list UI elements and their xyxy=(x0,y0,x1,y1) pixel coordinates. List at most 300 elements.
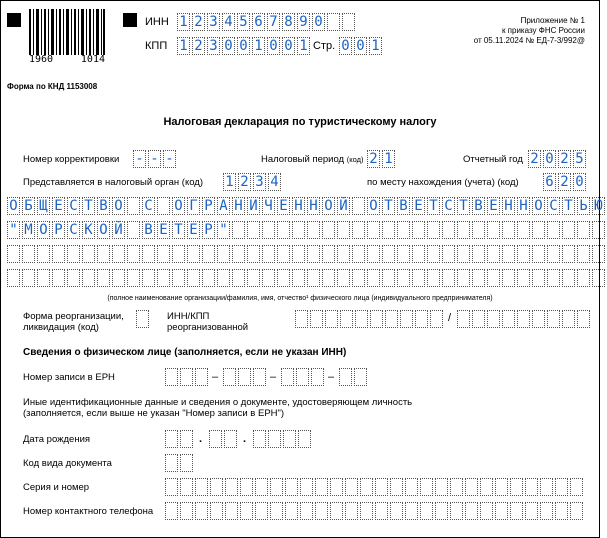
org-name-line-3[interactable] xyxy=(7,245,607,263)
input-cell[interactable] xyxy=(427,245,440,263)
input-cell[interactable]: 5 xyxy=(237,13,250,31)
input-cell[interactable] xyxy=(577,221,590,239)
input-cell[interactable]: Т xyxy=(382,197,395,215)
input-cell[interactable] xyxy=(253,368,266,386)
input-cell[interactable]: 4 xyxy=(268,173,281,191)
input-cell[interactable] xyxy=(570,502,583,520)
input-cell[interactable] xyxy=(457,269,470,287)
input-cell[interactable]: А xyxy=(217,197,230,215)
series-cells[interactable] xyxy=(165,478,585,496)
input-cell[interactable] xyxy=(165,478,178,496)
input-cell[interactable] xyxy=(247,245,260,263)
input-cell[interactable] xyxy=(367,221,380,239)
input-cell[interactable] xyxy=(592,221,605,239)
input-cell[interactable] xyxy=(187,269,200,287)
input-cell[interactable]: Е xyxy=(157,221,170,239)
input-cell[interactable]: Е xyxy=(277,197,290,215)
input-cell[interactable] xyxy=(337,245,350,263)
input-cell[interactable]: Г xyxy=(187,197,200,215)
input-cell[interactable] xyxy=(157,197,170,215)
input-cell[interactable] xyxy=(217,269,230,287)
input-cell[interactable]: О xyxy=(37,221,50,239)
input-cell[interactable]: В xyxy=(397,197,410,215)
input-cell[interactable] xyxy=(240,502,253,520)
input-cell[interactable] xyxy=(555,502,568,520)
input-cell[interactable] xyxy=(472,310,485,328)
input-cell[interactable] xyxy=(210,478,223,496)
input-cell[interactable] xyxy=(355,310,368,328)
org-name-line-1[interactable] xyxy=(7,197,607,215)
input-cell[interactable] xyxy=(22,269,35,287)
input-cell[interactable] xyxy=(442,245,455,263)
input-cell[interactable] xyxy=(339,368,352,386)
input-cell[interactable] xyxy=(457,245,470,263)
input-cell[interactable] xyxy=(547,310,560,328)
input-cell[interactable] xyxy=(255,478,268,496)
dob-day-cells[interactable] xyxy=(165,430,195,448)
input-cell[interactable] xyxy=(502,310,515,328)
input-cell[interactable] xyxy=(502,221,515,239)
input-cell[interactable] xyxy=(165,368,178,386)
input-cell[interactable] xyxy=(430,310,443,328)
input-cell[interactable] xyxy=(262,269,275,287)
input-cell[interactable]: 1 xyxy=(252,37,265,55)
input-cell[interactable] xyxy=(517,269,530,287)
input-cell[interactable]: 0 xyxy=(222,37,235,55)
input-cell[interactable] xyxy=(240,478,253,496)
input-cell[interactable] xyxy=(300,502,313,520)
input-cell[interactable] xyxy=(400,310,413,328)
input-cell[interactable] xyxy=(435,502,448,520)
input-cell[interactable] xyxy=(487,221,500,239)
input-cell[interactable]: 7 xyxy=(267,13,280,31)
input-cell[interactable] xyxy=(165,454,178,472)
input-cell[interactable]: 0 xyxy=(312,13,325,31)
input-cell[interactable] xyxy=(283,430,296,448)
input-cell[interactable] xyxy=(345,478,358,496)
input-cell[interactable] xyxy=(577,269,590,287)
input-cell[interactable] xyxy=(465,502,478,520)
input-cell[interactable]: - xyxy=(148,150,161,168)
input-cell[interactable]: 1 xyxy=(223,173,236,191)
input-cell[interactable] xyxy=(487,245,500,263)
input-cell[interactable] xyxy=(517,221,530,239)
input-cell[interactable] xyxy=(253,430,266,448)
input-cell[interactable] xyxy=(472,269,485,287)
input-cell[interactable]: 3 xyxy=(253,173,266,191)
input-cell[interactable] xyxy=(172,245,185,263)
input-cell[interactable] xyxy=(525,478,538,496)
input-cell[interactable]: Ь xyxy=(577,197,590,215)
input-cell[interactable] xyxy=(540,502,553,520)
erin-cells-3[interactable] xyxy=(281,368,326,386)
input-cell[interactable]: Н xyxy=(307,197,320,215)
input-cell[interactable]: Р xyxy=(202,221,215,239)
input-cell[interactable] xyxy=(67,245,80,263)
input-cell[interactable]: - xyxy=(133,150,146,168)
input-cell[interactable]: О xyxy=(112,197,125,215)
input-cell[interactable] xyxy=(420,478,433,496)
input-cell[interactable] xyxy=(517,245,530,263)
input-cell[interactable] xyxy=(540,478,553,496)
input-cell[interactable] xyxy=(397,269,410,287)
input-cell[interactable] xyxy=(180,430,193,448)
input-cell[interactable]: 1 xyxy=(382,150,395,168)
input-cell[interactable] xyxy=(112,269,125,287)
input-cell[interactable]: 1 xyxy=(297,37,310,55)
input-cell[interactable] xyxy=(127,197,140,215)
input-cell[interactable] xyxy=(337,269,350,287)
input-cell[interactable] xyxy=(330,478,343,496)
input-cell[interactable] xyxy=(352,269,365,287)
input-cell[interactable] xyxy=(577,245,590,263)
input-cell[interactable]: 9 xyxy=(297,13,310,31)
input-cell[interactable] xyxy=(97,245,110,263)
erin-cells-1[interactable] xyxy=(165,368,210,386)
input-cell[interactable]: Н xyxy=(232,197,245,215)
input-cell[interactable]: О xyxy=(367,197,380,215)
input-cell[interactable] xyxy=(480,478,493,496)
input-cell[interactable]: Й xyxy=(112,221,125,239)
input-cell[interactable] xyxy=(307,221,320,239)
input-cell[interactable] xyxy=(223,368,236,386)
input-cell[interactable]: 6 xyxy=(543,173,556,191)
input-cell[interactable] xyxy=(22,245,35,263)
dob-year-cells[interactable] xyxy=(253,430,313,448)
input-cell[interactable] xyxy=(555,478,568,496)
input-cell[interactable] xyxy=(532,269,545,287)
input-cell[interactable] xyxy=(487,310,500,328)
authority-cells[interactable] xyxy=(223,173,283,191)
input-cell[interactable]: 6 xyxy=(252,13,265,31)
input-cell[interactable] xyxy=(292,269,305,287)
input-cell[interactable] xyxy=(342,13,355,31)
input-cell[interactable] xyxy=(165,502,178,520)
input-cell[interactable]: 3 xyxy=(207,37,220,55)
input-cell[interactable] xyxy=(412,269,425,287)
org-name-line-4[interactable] xyxy=(7,269,607,287)
input-cell[interactable]: Е xyxy=(52,197,65,215)
input-cell[interactable] xyxy=(307,269,320,287)
input-cell[interactable] xyxy=(165,430,178,448)
input-cell[interactable]: 2 xyxy=(367,150,380,168)
input-cell[interactable] xyxy=(292,221,305,239)
input-cell[interactable] xyxy=(180,502,193,520)
input-cell[interactable] xyxy=(427,221,440,239)
input-cell[interactable] xyxy=(52,245,65,263)
input-cell[interactable] xyxy=(7,245,20,263)
input-cell[interactable] xyxy=(142,269,155,287)
input-cell[interactable] xyxy=(412,245,425,263)
dob-month-cells[interactable] xyxy=(209,430,239,448)
input-cell[interactable]: Б xyxy=(22,197,35,215)
input-cell[interactable] xyxy=(547,269,560,287)
input-cell[interactable] xyxy=(172,269,185,287)
phone-cells[interactable] xyxy=(165,502,585,520)
input-cell[interactable] xyxy=(315,502,328,520)
input-cell[interactable] xyxy=(397,221,410,239)
input-cell[interactable] xyxy=(472,221,485,239)
input-cell[interactable] xyxy=(495,478,508,496)
input-cell[interactable] xyxy=(510,478,523,496)
reorg-kpp-cells[interactable] xyxy=(457,310,592,328)
input-cell[interactable] xyxy=(195,502,208,520)
input-cell[interactable] xyxy=(232,245,245,263)
input-cell[interactable] xyxy=(405,478,418,496)
input-cell[interactable]: 0 xyxy=(282,37,295,55)
input-cell[interactable] xyxy=(217,245,230,263)
input-cell[interactable] xyxy=(112,245,125,263)
input-cell[interactable] xyxy=(262,221,275,239)
input-cell[interactable] xyxy=(97,269,110,287)
input-cell[interactable] xyxy=(397,245,410,263)
input-cell[interactable]: 2 xyxy=(558,173,571,191)
input-cell[interactable]: О xyxy=(97,221,110,239)
input-cell[interactable]: 0 xyxy=(267,37,280,55)
input-cell[interactable] xyxy=(277,245,290,263)
input-cell[interactable] xyxy=(340,310,353,328)
input-cell[interactable]: 1 xyxy=(369,37,382,55)
input-cell[interactable] xyxy=(435,478,448,496)
input-cell[interactable] xyxy=(37,245,50,263)
input-cell[interactable] xyxy=(281,368,294,386)
input-cell[interactable]: 3 xyxy=(207,13,220,31)
input-cell[interactable] xyxy=(382,269,395,287)
input-cell[interactable]: Ю xyxy=(592,197,605,215)
input-cell[interactable]: О xyxy=(322,197,335,215)
input-cell[interactable] xyxy=(457,221,470,239)
input-cell[interactable] xyxy=(209,430,222,448)
input-cell[interactable] xyxy=(360,478,373,496)
input-cell[interactable]: 0 xyxy=(573,173,586,191)
input-cell[interactable] xyxy=(187,245,200,263)
input-cell[interactable] xyxy=(375,502,388,520)
input-cell[interactable]: Е xyxy=(187,221,200,239)
input-cell[interactable] xyxy=(157,269,170,287)
input-cell[interactable] xyxy=(7,269,20,287)
input-cell[interactable] xyxy=(502,245,515,263)
input-cell[interactable]: К xyxy=(82,221,95,239)
erin-cells-2[interactable] xyxy=(223,368,268,386)
input-cell[interactable]: С xyxy=(67,221,80,239)
input-cell[interactable] xyxy=(562,269,575,287)
input-cell[interactable] xyxy=(195,478,208,496)
input-cell[interactable] xyxy=(487,269,500,287)
input-cell[interactable]: Щ xyxy=(37,197,50,215)
input-cell[interactable] xyxy=(450,478,463,496)
input-cell[interactable]: 1 xyxy=(177,37,190,55)
input-cell[interactable] xyxy=(562,221,575,239)
input-cell[interactable] xyxy=(225,478,238,496)
input-cell[interactable]: О xyxy=(532,197,545,215)
input-cell[interactable]: 0 xyxy=(237,37,250,55)
input-cell[interactable]: 8 xyxy=(282,13,295,31)
input-cell[interactable] xyxy=(270,478,283,496)
correction-cells[interactable] xyxy=(133,150,178,168)
input-cell[interactable] xyxy=(202,269,215,287)
input-cell[interactable] xyxy=(82,245,95,263)
input-cell[interactable] xyxy=(180,478,193,496)
input-cell[interactable] xyxy=(367,269,380,287)
input-cell[interactable] xyxy=(330,502,343,520)
kpp-cells[interactable] xyxy=(177,37,312,55)
input-cell[interactable] xyxy=(225,502,238,520)
input-cell[interactable] xyxy=(295,310,308,328)
input-cell[interactable] xyxy=(352,221,365,239)
input-cell[interactable] xyxy=(157,245,170,263)
input-cell[interactable] xyxy=(352,245,365,263)
input-cell[interactable] xyxy=(247,221,260,239)
input-cell[interactable] xyxy=(360,502,373,520)
input-cell[interactable] xyxy=(577,310,590,328)
input-cell[interactable] xyxy=(322,221,335,239)
input-cell[interactable] xyxy=(525,502,538,520)
input-cell[interactable] xyxy=(315,478,328,496)
input-cell[interactable] xyxy=(352,197,365,215)
input-cell[interactable]: 2 xyxy=(192,13,205,31)
input-cell[interactable] xyxy=(277,269,290,287)
input-cell[interactable]: Е xyxy=(412,197,425,215)
input-cell[interactable] xyxy=(367,245,380,263)
input-cell[interactable] xyxy=(570,478,583,496)
input-cell[interactable]: И xyxy=(247,197,260,215)
input-cell[interactable] xyxy=(420,502,433,520)
input-cell[interactable]: Т xyxy=(562,197,575,215)
input-cell[interactable]: В xyxy=(97,197,110,215)
input-cell[interactable]: Т xyxy=(457,197,470,215)
input-cell[interactable]: Е xyxy=(487,197,500,215)
input-cell[interactable] xyxy=(67,269,80,287)
input-cell[interactable] xyxy=(562,245,575,263)
input-cell[interactable]: 0 xyxy=(543,150,556,168)
input-cell[interactable] xyxy=(277,221,290,239)
input-cell[interactable]: 2 xyxy=(238,173,251,191)
input-cell[interactable] xyxy=(202,245,215,263)
input-cell[interactable] xyxy=(296,368,309,386)
input-cell[interactable] xyxy=(310,310,323,328)
input-cell[interactable] xyxy=(354,368,367,386)
input-cell[interactable] xyxy=(262,245,275,263)
input-cell[interactable] xyxy=(385,310,398,328)
input-cell[interactable]: Н xyxy=(502,197,515,215)
input-cell[interactable] xyxy=(224,430,237,448)
input-cell[interactable] xyxy=(472,245,485,263)
input-cell[interactable]: Н xyxy=(517,197,530,215)
input-cell[interactable]: " xyxy=(217,221,230,239)
input-cell[interactable] xyxy=(547,245,560,263)
input-cell[interactable]: С xyxy=(67,197,80,215)
org-name-line-2[interactable] xyxy=(7,221,607,239)
input-cell[interactable] xyxy=(502,269,515,287)
period-cells[interactable] xyxy=(367,150,397,168)
input-cell[interactable]: О xyxy=(7,197,20,215)
input-cell[interactable] xyxy=(390,478,403,496)
input-cell[interactable] xyxy=(592,245,605,263)
input-cell[interactable]: - xyxy=(163,150,176,168)
input-cell[interactable] xyxy=(337,221,350,239)
input-cell[interactable] xyxy=(450,502,463,520)
input-cell[interactable]: " xyxy=(7,221,20,239)
input-cell[interactable]: Н xyxy=(292,197,305,215)
input-cell[interactable] xyxy=(37,269,50,287)
inn-cells[interactable] xyxy=(177,13,357,31)
input-cell[interactable] xyxy=(442,269,455,287)
year-cells[interactable] xyxy=(528,150,588,168)
input-cell[interactable]: Ч xyxy=(262,197,275,215)
input-cell[interactable] xyxy=(562,310,575,328)
input-cell[interactable] xyxy=(127,269,140,287)
input-cell[interactable]: Т xyxy=(172,221,185,239)
input-cell[interactable] xyxy=(142,245,155,263)
input-cell[interactable] xyxy=(325,310,338,328)
input-cell[interactable] xyxy=(298,430,311,448)
input-cell[interactable] xyxy=(180,454,193,472)
input-cell[interactable] xyxy=(180,368,193,386)
input-cell[interactable] xyxy=(412,221,425,239)
input-cell[interactable] xyxy=(457,310,470,328)
input-cell[interactable]: 5 xyxy=(573,150,586,168)
input-cell[interactable] xyxy=(255,502,268,520)
input-cell[interactable]: С xyxy=(142,197,155,215)
input-cell[interactable] xyxy=(370,310,383,328)
input-cell[interactable]: В xyxy=(142,221,155,239)
input-cell[interactable]: 2 xyxy=(558,150,571,168)
input-cell[interactable] xyxy=(311,368,324,386)
input-cell[interactable] xyxy=(52,269,65,287)
location-cells[interactable] xyxy=(543,173,588,191)
input-cell[interactable] xyxy=(465,478,478,496)
input-cell[interactable] xyxy=(127,221,140,239)
input-cell[interactable] xyxy=(405,502,418,520)
input-cell[interactable]: С xyxy=(547,197,560,215)
input-cell[interactable] xyxy=(322,269,335,287)
input-cell[interactable] xyxy=(480,502,493,520)
input-cell[interactable] xyxy=(547,221,560,239)
input-cell[interactable] xyxy=(232,269,245,287)
input-cell[interactable]: М xyxy=(22,221,35,239)
input-cell[interactable]: Р xyxy=(202,197,215,215)
input-cell[interactable] xyxy=(517,310,530,328)
doc-code-cells[interactable] xyxy=(165,454,195,472)
input-cell[interactable]: 0 xyxy=(339,37,352,55)
input-cell[interactable]: Т xyxy=(427,197,440,215)
input-cell[interactable]: О xyxy=(172,197,185,215)
input-cell[interactable] xyxy=(292,245,305,263)
input-cell[interactable] xyxy=(532,245,545,263)
input-cell[interactable] xyxy=(382,245,395,263)
input-cell[interactable] xyxy=(127,245,140,263)
input-cell[interactable]: 4 xyxy=(222,13,235,31)
erin-cells-4[interactable] xyxy=(339,368,369,386)
input-cell[interactable] xyxy=(327,13,340,31)
input-cell[interactable] xyxy=(375,478,388,496)
input-cell[interactable] xyxy=(427,269,440,287)
input-cell[interactable] xyxy=(82,269,95,287)
input-cell[interactable] xyxy=(210,502,223,520)
input-cell[interactable]: Й xyxy=(337,197,350,215)
input-cell[interactable] xyxy=(247,269,260,287)
input-cell[interactable] xyxy=(532,310,545,328)
input-cell[interactable] xyxy=(195,368,208,386)
input-cell[interactable]: 0 xyxy=(354,37,367,55)
input-cell[interactable] xyxy=(285,478,298,496)
input-cell[interactable] xyxy=(238,368,251,386)
input-cell[interactable] xyxy=(136,310,149,328)
input-cell[interactable]: С xyxy=(442,197,455,215)
input-cell[interactable] xyxy=(307,245,320,263)
input-cell[interactable] xyxy=(382,221,395,239)
input-cell[interactable] xyxy=(232,221,245,239)
